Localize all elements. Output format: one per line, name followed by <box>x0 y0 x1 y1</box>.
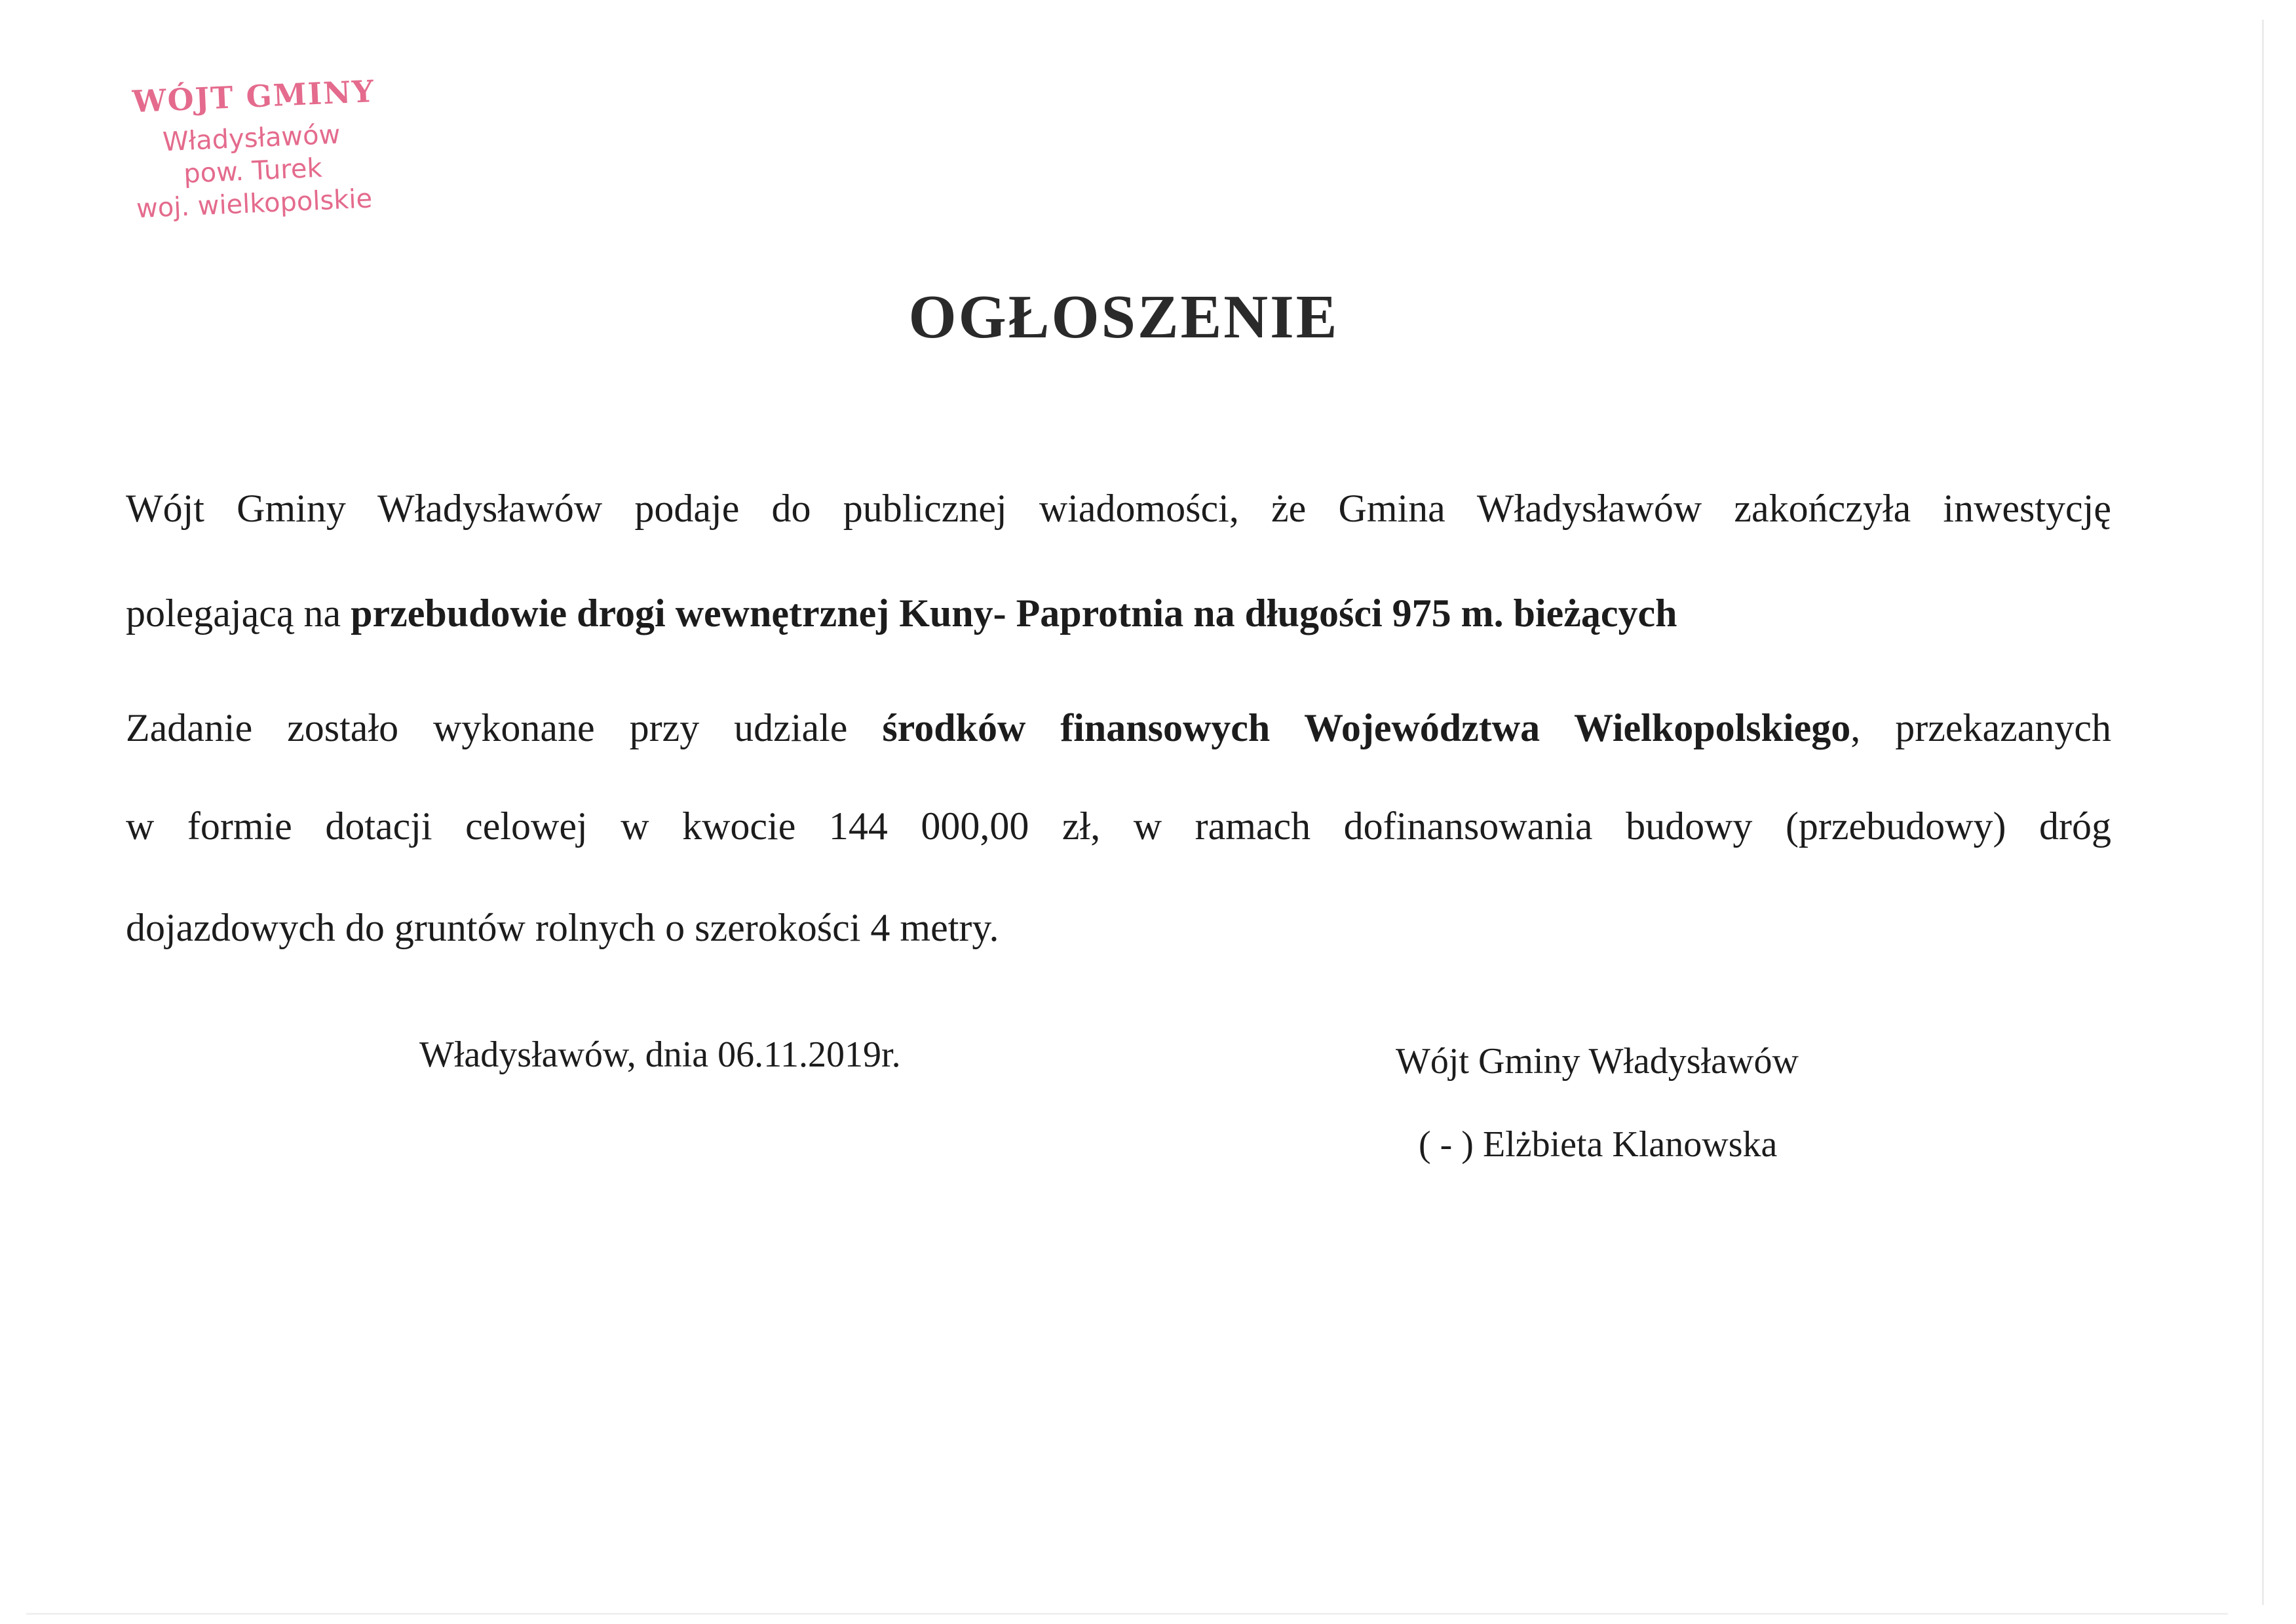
investment-intro: polegającą na <box>126 592 351 635</box>
scan-edge <box>26 1613 2228 1615</box>
document-heading: OGŁOSZENIE <box>908 283 1339 351</box>
paragraph-1-line-2 <box>126 590 2111 637</box>
signer-name: ( - ) Elżbieta Klanowska <box>1419 1124 1778 1165</box>
funding-source: środków finansowych Województwa Wielkopolskiego <box>882 706 1851 749</box>
stamp-county: pow. Turek <box>183 153 323 189</box>
paragraph-2-line-3: dojazdowych do gruntów rolnych o szerokości 4 metry. <box>126 906 999 949</box>
paragraph-2-line-1 <box>126 704 2111 751</box>
scan-edge <box>2262 20 2264 1605</box>
stamp-voivodeship: woj. wielkopolskie <box>136 183 373 225</box>
paragraph-1-line-1: Wójt Gminy Władysławów podaje do publicznej wiadomości, że Gmina Władysławów zakończyła inwestycję <box>126 487 2111 530</box>
stamp-title: WÓJT GMINY <box>131 73 376 120</box>
investment-description: przebudowie drogi wewnętrznej Kuny- Paprotnia na długości 975 m. bieżących <box>351 592 1677 635</box>
office-stamp <box>105 72 412 229</box>
stamp-municipality: Władysławów <box>162 119 341 158</box>
paragraph-2-line-2: w formie dotacji celowej w kwocie 144 000,00 zł, w ramach dofinansowania budowy (przebudowy) dróg <box>126 804 2111 848</box>
signer-title: Wójt Gminy Władysławów <box>1396 1041 1799 1082</box>
funding-suffix: , przekazanych <box>1850 706 2112 749</box>
place-and-date: Władysławów, dnia 06.11.2019r. <box>419 1034 901 1075</box>
funding-intro: Zadanie zostało wykonane przy udziale <box>126 706 883 749</box>
